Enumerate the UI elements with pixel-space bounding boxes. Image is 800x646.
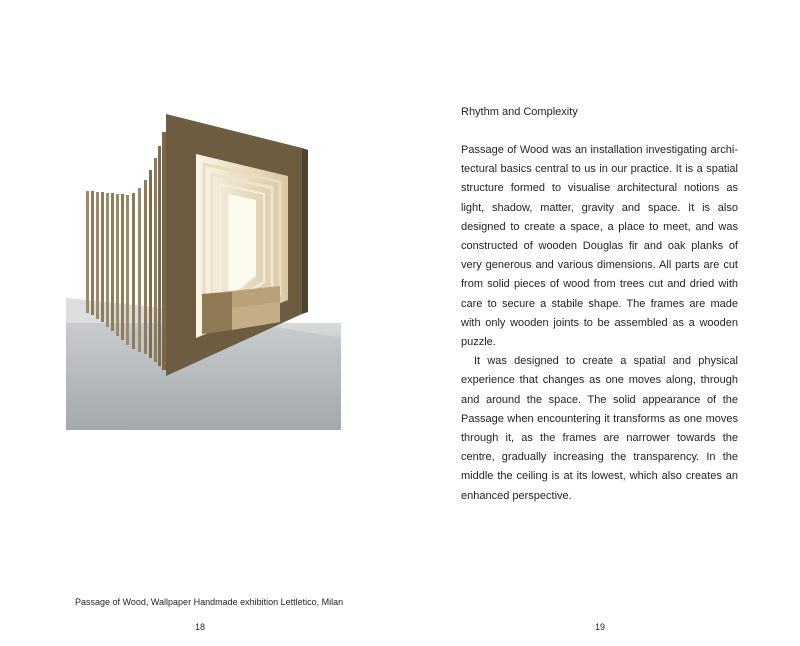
page-number-right: 19 [594, 622, 605, 632]
paragraph: Passage of Wood was an installation investigating architectural basics central to us in our practice. It is a spatial structure formed to visualise architectural notions as light, shadow, matter, gravity and space. It is also designed to create a space, a place to meet, and was constructed of wooden Douglas fir and oak planks of very generous and various dimensions. All parts are cut from solid pieces of wood from trees cut and dried with care to secure a stabile shape. The frames are made with only wooden joints to be assembled as a wooden puzzle. [461, 144, 738, 349]
passage-of-wood-illustration [66, 108, 341, 430]
paragraph: It was designed to create a spatial and physical experience that changes as one moves along, through and around the space. The solid appearance of the Passage when encountering it transforms as one moves through it, as the frames are narrower towards the centre, gradually increasing the transparency. In the middle the ceiling is at its lowest, which also creates an enhanced perspective. [461, 355, 738, 502]
right-page [400, 0, 800, 646]
section-heading: Rhythm and Complexity [461, 106, 578, 118]
page-number-left: 18 [194, 622, 205, 632]
installation-photo [66, 108, 341, 430]
body-text [461, 141, 738, 506]
photo-caption: Passage of Wood, Wallpaper Handmade exhibition Lettletico, Milan [75, 597, 344, 607]
